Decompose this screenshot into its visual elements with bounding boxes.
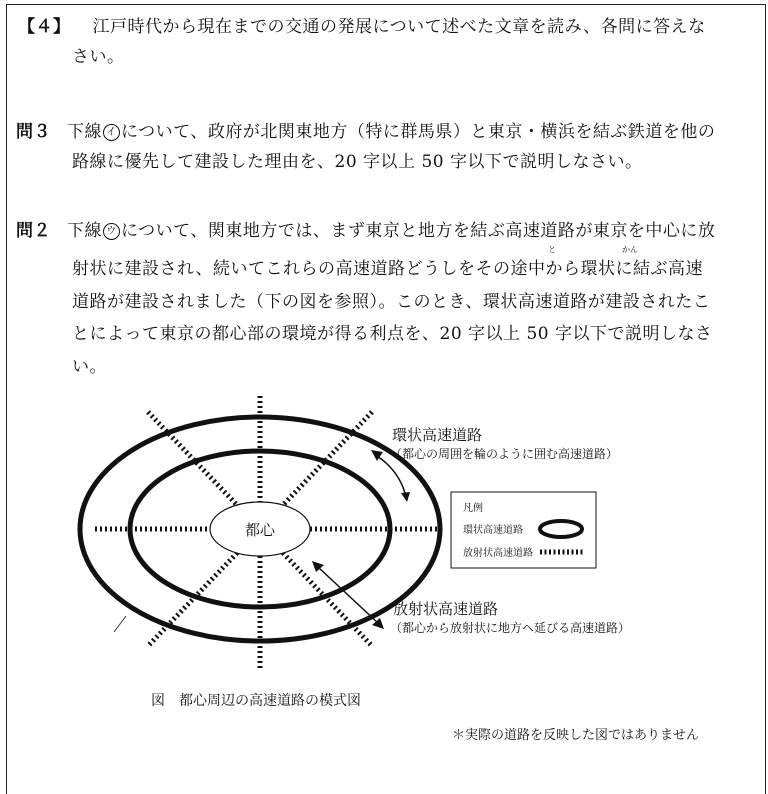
q2-line3: 道路が建設されました（下の図を参照）。このとき、環状高速道路が建設されたこ: [72, 292, 711, 312]
legend-title: 凡例: [463, 503, 483, 514]
q2-line1-text: について、関東地方では、まず東京と地方を結ぶ高速道路が東京を中心に放: [121, 221, 716, 241]
q3-pre: 下線: [67, 122, 102, 142]
legend-radial-label: 放射状高速道路: [463, 548, 533, 559]
ruby-kan: かん: [622, 245, 638, 254]
pencil-mark: [114, 616, 126, 632]
ruby-to: と: [548, 245, 556, 254]
ring-description: （都心の周囲を輪のように囲む高速道路）: [390, 447, 619, 461]
radial-description: （都心から放射状に地方へ延びる高速道路）: [390, 621, 631, 635]
section-intro-text: 江戸時代から現在までの交通の発展について述べた文章を読み、各問に答えな: [92, 17, 706, 37]
q3-label: 問３: [16, 122, 51, 142]
q3-line2: 路線に優先して建設した理由を、20 字以上 50 字以下で説明しなさい。: [72, 152, 643, 172]
q2-pre: 下線: [67, 221, 102, 241]
q2-line2: 射状に建設され、続いてこれらの高速道路どうしをその途中から環状に結ぶ高速: [72, 259, 704, 279]
ring-arrowhead-bottom: [401, 492, 410, 502]
q3-underline-mark: イ: [103, 124, 120, 141]
q2-line4: とによって東京の都心部の環境が得る利点を、20 字以上 50 字以下で説明しなさ: [72, 324, 713, 344]
figure-note: ＊実際の道路を反映した図ではありません: [452, 728, 700, 743]
ring-title: 環状高速道路: [392, 426, 483, 444]
q2-line5: い。: [72, 357, 107, 377]
q2-underline-mark: ウ: [103, 223, 120, 240]
q3-line1-text: について、政府が北関東地方（特に群馬県）と東京・横浜を結ぶ鉄道を他の: [121, 122, 716, 142]
figure-caption: 図 都心周辺の高速道路の模式図: [151, 693, 361, 709]
radial-title: 放射状高速道路: [393, 600, 499, 618]
section-number: 【４】: [18, 17, 71, 37]
city-center-label: 都心: [244, 521, 276, 539]
section-intro-line2: さい。: [72, 47, 125, 67]
q2-label: 問２: [16, 221, 51, 241]
legend-ring-label: 環状高速道路: [463, 525, 523, 536]
